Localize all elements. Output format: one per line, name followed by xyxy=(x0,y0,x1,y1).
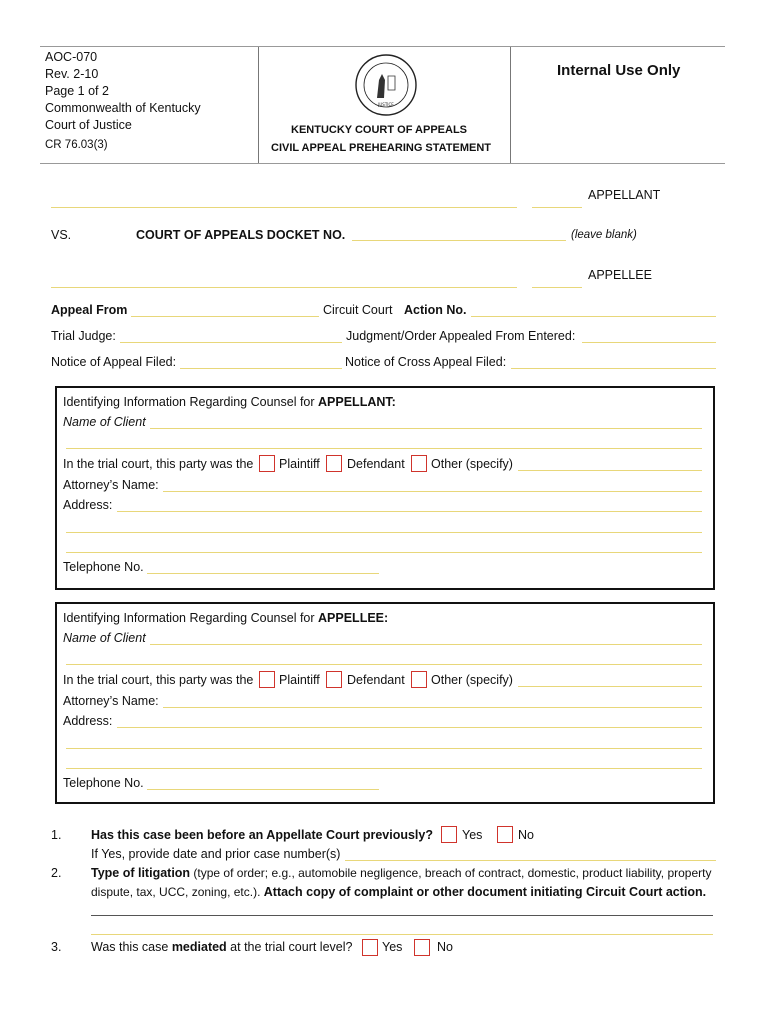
form-number: AOC-070 xyxy=(45,50,98,64)
appellant-short-field[interactable] xyxy=(532,207,582,208)
appellant-other-checkbox[interactable] xyxy=(411,455,427,472)
q2-text-line2 xyxy=(91,885,706,899)
appellee-name-field[interactable] xyxy=(51,287,517,288)
q3-yes-checkbox[interactable] xyxy=(362,939,378,956)
q1-no-checkbox[interactable] xyxy=(497,826,513,843)
q2-text xyxy=(91,866,711,880)
q3-pre-text: Was this case xyxy=(91,940,172,954)
appellee-address-field-1[interactable] xyxy=(117,727,702,728)
seal-icon xyxy=(355,54,417,116)
q1-text: Has this case been before an Appellate Court previously? xyxy=(91,828,433,842)
appellant-heading-bold: APPELLANT: xyxy=(318,395,396,409)
appellant-trial-party-label: In the trial court, this party was the xyxy=(63,457,254,471)
trial-judge-field[interactable] xyxy=(120,342,342,343)
form-revision: Rev. 2-10 xyxy=(45,67,99,81)
appellee-address-field-3[interactable] xyxy=(66,768,702,769)
appellee-plaintiff-checkbox[interactable] xyxy=(259,671,275,688)
svg-text:JUSTICE: JUSTICE xyxy=(378,102,394,107)
q3-number: 3. xyxy=(51,940,62,954)
appellee-defendant-label: Defendant xyxy=(347,673,405,687)
appellee-trial-party-label: In the trial court, this party was the xyxy=(63,673,254,687)
q2-answer-field-2[interactable] xyxy=(91,934,713,935)
q3-yes-label: Yes xyxy=(382,940,403,954)
appellant-other-label: Other (specify) xyxy=(431,457,513,471)
appellant-name-field[interactable] xyxy=(51,207,517,208)
q2-number: 2. xyxy=(51,866,62,880)
trial-judge-label: Trial Judge: xyxy=(51,329,116,343)
q3-no-label: No xyxy=(437,940,453,954)
appellee-other-checkbox[interactable] xyxy=(411,671,427,688)
court-label: Court of Justice xyxy=(45,118,132,132)
appellant-defendant-checkbox[interactable] xyxy=(326,455,342,472)
commonwealth-label: Commonwealth of Kentucky xyxy=(45,101,201,115)
appellee-client-field[interactable] xyxy=(150,644,702,645)
action-no-field[interactable] xyxy=(471,316,716,317)
court-name: KENTUCKY COURT OF APPEALS xyxy=(291,124,468,136)
appellant-plaintiff-label: Plaintiff xyxy=(279,457,320,471)
action-no-label: Action No. xyxy=(404,303,467,317)
page-indicator: Page 1 of 2 xyxy=(45,84,109,98)
cross-appeal-field[interactable] xyxy=(511,368,716,369)
appellee-box-heading xyxy=(63,611,388,625)
appellee-other-label: Other (specify) xyxy=(431,673,513,687)
appellant-other-field[interactable] xyxy=(518,470,702,471)
appellant-heading-text: Identifying Information Regarding Counsel for xyxy=(63,395,319,409)
rule-label: CR 76.03(3) xyxy=(45,139,108,151)
docket-label: COURT OF APPEALS DOCKET NO. xyxy=(136,228,346,242)
q2-rest-text: (type of order; e.g., automobile negligence, breach of contract, domestic, product liability, property xyxy=(190,866,712,880)
header-bottom-rule xyxy=(40,163,725,164)
appellant-address-field-3[interactable] xyxy=(66,552,702,553)
cross-appeal-label: Notice of Cross Appeal Filed: xyxy=(345,355,507,369)
q2-line2-text: dispute, tax, UCC, zoning, etc.). xyxy=(91,885,264,899)
appellee-heading-bold: APPELLEE: xyxy=(318,611,389,625)
appellee-heading-text: Identifying Information Regarding Counsel for xyxy=(63,611,319,625)
appellee-defendant-checkbox[interactable] xyxy=(326,671,342,688)
appellee-client-field-2[interactable] xyxy=(66,664,702,665)
appellee-attorney-field[interactable] xyxy=(163,707,702,708)
q1-yes-checkbox[interactable] xyxy=(441,826,457,843)
appellant-client-field[interactable] xyxy=(150,428,702,429)
appellee-address-label: Address: xyxy=(63,714,113,728)
appellant-label: APPELLANT xyxy=(588,188,661,202)
appellee-label: APPELLEE xyxy=(588,268,652,282)
appellee-short-field[interactable] xyxy=(532,287,582,288)
appellant-address-field-2[interactable] xyxy=(66,532,702,533)
appeal-from-label: Appeal From xyxy=(51,303,128,317)
q2-bold-text: Type of litigation xyxy=(91,866,191,880)
appellant-attorney-label: Attorney’s Name: xyxy=(63,478,159,492)
q1-no-label: No xyxy=(518,828,534,842)
q3-bold-text: mediated xyxy=(171,940,227,954)
circuit-court-label: Circuit Court xyxy=(323,303,393,317)
q1-yes-label: Yes xyxy=(462,828,483,842)
appellant-address-field-1[interactable] xyxy=(117,511,702,512)
docket-number-field[interactable] xyxy=(352,240,566,241)
appellee-telephone-label: Telephone No. xyxy=(63,776,144,790)
appellant-defendant-label: Defendant xyxy=(347,457,405,471)
judgment-entered-field[interactable] xyxy=(582,342,716,343)
appellee-other-field[interactable] xyxy=(518,686,702,687)
form-info xyxy=(45,49,201,134)
q3-post-text: at the trial court level? xyxy=(226,940,353,954)
appellant-box-heading xyxy=(63,395,396,409)
q1-subtext: If Yes, provide date and prior case number(s) xyxy=(91,847,341,861)
form-title: CIVIL APPEAL PREHEARING STATEMENT xyxy=(271,142,492,154)
internal-use-label: Internal Use Only xyxy=(557,62,681,79)
appellant-client-field-2[interactable] xyxy=(66,448,702,449)
appellee-telephone-field[interactable] xyxy=(147,789,379,790)
appellant-telephone-label: Telephone No. xyxy=(63,560,144,574)
appellant-client-label: Name of Client xyxy=(63,415,146,429)
appellant-plaintiff-checkbox[interactable] xyxy=(259,455,275,472)
appellee-attorney-label: Attorney’s Name: xyxy=(63,694,159,708)
appellee-client-label: Name of Client xyxy=(63,631,146,645)
appellant-attorney-field[interactable] xyxy=(163,491,702,492)
q3-no-checkbox[interactable] xyxy=(414,939,430,956)
appeal-from-field[interactable] xyxy=(131,316,319,317)
appellee-address-field-2[interactable] xyxy=(66,748,702,749)
q2-answer-field-1[interactable] xyxy=(91,915,713,916)
q3-text xyxy=(91,940,352,954)
vs-label: VS. xyxy=(51,228,72,242)
q1-number: 1. xyxy=(51,828,62,842)
notice-appeal-field[interactable] xyxy=(180,368,342,369)
appellee-plaintiff-label: Plaintiff xyxy=(279,673,320,687)
appellant-telephone-field[interactable] xyxy=(147,573,379,574)
notice-appeal-label: Notice of Appeal Filed: xyxy=(51,355,177,369)
leave-blank-note: (leave blank) xyxy=(571,229,637,241)
q1-prior-case-field[interactable] xyxy=(345,860,716,861)
q2-line2-bold: Attach copy of complaint or other document initiating Circuit Court action. xyxy=(263,885,707,899)
appellant-address-label: Address: xyxy=(63,498,113,512)
judgment-entered-label: Judgment/Order Appealed From Entered: xyxy=(346,329,576,343)
